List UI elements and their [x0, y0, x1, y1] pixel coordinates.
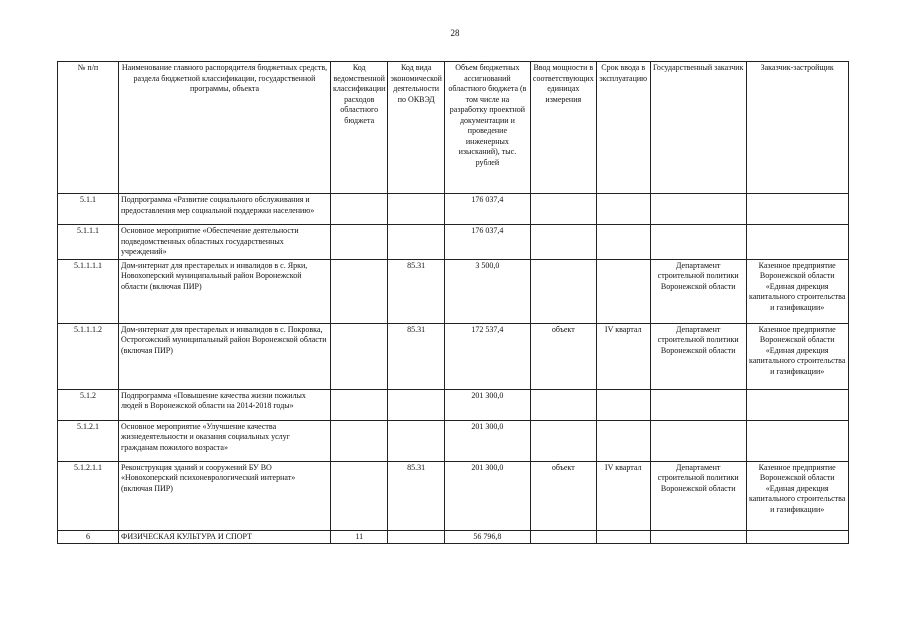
header-volume: Объем бюджетных ассигнований областного бюджета (в том числе на разработку проектной документации и проведение инженерных изысканий), тыс. рублей	[444, 62, 530, 194]
row-okved: 85.31	[388, 323, 444, 389]
row-customer	[650, 389, 746, 420]
table-row	[58, 323, 849, 389]
row-volume: 201 300,0	[444, 389, 530, 420]
row-developer	[746, 530, 848, 544]
row-code	[331, 323, 388, 389]
row-capacity: объект	[530, 323, 596, 389]
table-row	[58, 194, 849, 225]
row-okved	[388, 225, 444, 260]
row-num: 5.1.2.1.1	[58, 461, 119, 530]
row-okved	[388, 194, 444, 225]
row-customer	[650, 530, 746, 544]
row-name: Дом-интернат для престарелых и инвалидов в с. Ярки, Новохоперский муниципальный район Воронежской области (включая ПИР)	[119, 259, 331, 323]
row-developer: Казенное предприятие Воронежской области «Единая дирекция капитального строительства и газификации»	[746, 461, 848, 530]
row-developer: Казенное предприятие Воронежской области «Единая дирекция капитального строительства и газификации»	[746, 323, 848, 389]
row-name: Дом-интернат для престарелых и инвалидов в с. Покровка, Острогожский муниципальный район Воронежской области (включая ПИР)	[119, 323, 331, 389]
row-num: 5.1.1.1.1	[58, 259, 119, 323]
row-deadline: IV квартал	[596, 323, 650, 389]
row-num: 5.1.2.1	[58, 420, 119, 461]
row-name: Основное мероприятие «Улучшение качества жизнедеятельности и оказания социальных услуг гражданам пожилого возраста»	[119, 420, 331, 461]
row-volume: 201 300,0	[444, 420, 530, 461]
row-customer: Департамент строительной политики Воронежской области	[650, 323, 746, 389]
row-volume: 56 796,8	[444, 530, 530, 544]
row-okved	[388, 389, 444, 420]
row-capacity	[530, 420, 596, 461]
row-name: Основное мероприятие «Обеспечение деятельности подведомственных областных государственных учреждений»	[119, 225, 331, 260]
row-capacity	[530, 225, 596, 260]
row-developer: Казенное предприятие Воронежской области «Единая дирекция капитального строительства и газификации»	[746, 259, 848, 323]
header-row	[58, 62, 849, 194]
header-capacity: Ввод мощности в соответствующих единицах измерения	[530, 62, 596, 194]
row-deadline	[596, 259, 650, 323]
row-code	[331, 225, 388, 260]
row-capacity	[530, 530, 596, 544]
row-deadline	[596, 420, 650, 461]
header-dept-code: Код ведомственной классификации расходов областного бюджета	[331, 62, 388, 194]
budget-table	[57, 61, 849, 544]
row-volume: 3 500,0	[444, 259, 530, 323]
row-volume: 176 037,4	[444, 225, 530, 260]
row-deadline	[596, 194, 650, 225]
row-okved	[388, 530, 444, 544]
table-row	[58, 461, 849, 530]
row-customer: Департамент строительной политики Воронежской области	[650, 259, 746, 323]
row-customer	[650, 225, 746, 260]
row-code	[331, 259, 388, 323]
row-volume: 201 300,0	[444, 461, 530, 530]
table-row	[58, 259, 849, 323]
row-customer: Департамент строительной политики Воронежской области	[650, 461, 746, 530]
row-capacity	[530, 194, 596, 225]
row-okved: 85.31	[388, 461, 444, 530]
row-code	[331, 420, 388, 461]
table-row	[58, 389, 849, 420]
row-code	[331, 389, 388, 420]
row-deadline: IV квартал	[596, 461, 650, 530]
header-num: № п/п	[58, 62, 119, 194]
row-volume: 172 537,4	[444, 323, 530, 389]
row-code: 11	[331, 530, 388, 544]
page-number: 28	[450, 28, 460, 38]
row-name: Подпрограмма «Развитие социального обслуживания и предоставления мер социальной поддержки населению»	[119, 194, 331, 225]
row-num: 5.1.1.1	[58, 225, 119, 260]
row-okved: 85.31	[388, 259, 444, 323]
row-num: 5.1.2	[58, 389, 119, 420]
table-row	[58, 225, 849, 260]
row-name: ФИЗИЧЕСКАЯ КУЛЬТУРА И СПОРТ	[119, 530, 331, 544]
row-deadline	[596, 389, 650, 420]
row-num: 5.1.1	[58, 194, 119, 225]
row-developer	[746, 389, 848, 420]
table-row	[58, 420, 849, 461]
row-deadline	[596, 225, 650, 260]
row-deadline	[596, 530, 650, 544]
row-volume: 176 037,4	[444, 194, 530, 225]
row-name: Реконструкция зданий и сооружений БУ ВО «Новохоперский психоневрологический интернат» (включая ПИР)	[119, 461, 331, 530]
row-capacity	[530, 389, 596, 420]
row-code	[331, 461, 388, 530]
header-customer: Государственный заказчик	[650, 62, 746, 194]
row-num: 5.1.1.1.2	[58, 323, 119, 389]
table-row	[58, 530, 849, 544]
row-capacity: объект	[530, 461, 596, 530]
row-customer	[650, 420, 746, 461]
row-code	[331, 194, 388, 225]
row-developer	[746, 225, 848, 260]
row-okved	[388, 420, 444, 461]
header-developer: Заказчик-застройщик	[746, 62, 848, 194]
row-name: Подпрограмма «Повышение качества жизни пожилых людей в Воронежской области на 2014-2018 годы»	[119, 389, 331, 420]
header-okved: Код вида экономической деятельности по ОКВЭД	[388, 62, 444, 194]
row-capacity	[530, 259, 596, 323]
row-developer	[746, 420, 848, 461]
row-num: 6	[58, 530, 119, 544]
header-deadline: Срок ввода в эксплуатацию	[596, 62, 650, 194]
row-developer	[746, 194, 848, 225]
header-name: Наименование главного распорядителя бюджетных средств, раздела бюджетной классификации, государственной программы, объекта	[119, 62, 331, 194]
row-customer	[650, 194, 746, 225]
